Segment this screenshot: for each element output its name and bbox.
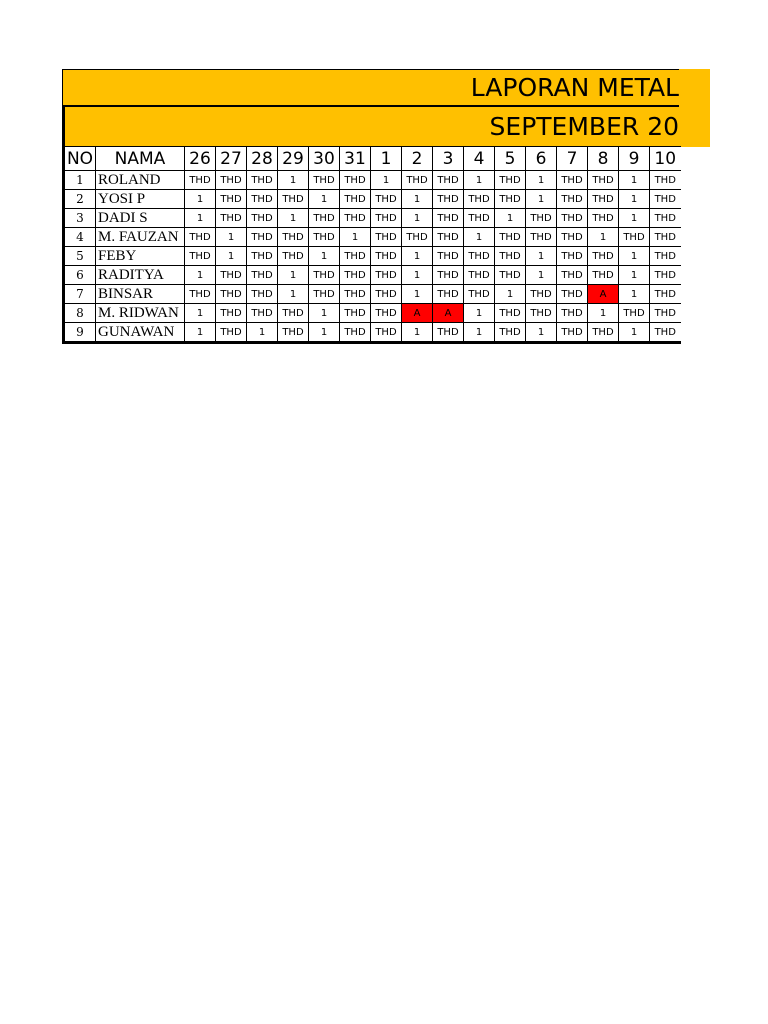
attendance-cell: THD: [371, 209, 402, 228]
table-row: [64, 304, 681, 323]
attendance-cell: 1: [619, 285, 650, 304]
attendance-cell: THD: [247, 228, 278, 247]
header-day-26: 26: [185, 147, 216, 171]
header-day-3: 3: [433, 147, 464, 171]
attendance-cell: THD: [650, 209, 681, 228]
employee-name: BINSAR: [96, 285, 185, 304]
attendance-cell: THD: [433, 209, 464, 228]
attendance-cell: THD: [340, 323, 371, 343]
employee-name: DADI S: [96, 209, 185, 228]
attendance-cell: 1: [185, 190, 216, 209]
table-row: [64, 285, 681, 304]
attendance-cell: THD: [371, 323, 402, 343]
attendance-cell: THD: [588, 209, 619, 228]
report-subtitle-row: [62, 107, 679, 146]
attendance-cell: THD: [526, 209, 557, 228]
attendance-cell: THD: [216, 323, 247, 343]
attendance-cell: THD: [588, 323, 619, 343]
attendance-cell: 1: [402, 209, 433, 228]
report-title-row: [62, 69, 679, 107]
attendance-cell: 1: [619, 247, 650, 266]
attendance-cell: THD: [557, 190, 588, 209]
attendance-cell: 1: [464, 171, 495, 190]
table-row: [64, 247, 681, 266]
attendance-cell: THD: [185, 228, 216, 247]
attendance-cell: THD: [650, 190, 681, 209]
header-day-4: 4: [464, 147, 495, 171]
attendance-cell: THD: [557, 323, 588, 343]
employee-name: M. RIDWAN: [96, 304, 185, 323]
attendance-cell: THD: [650, 304, 681, 323]
header-day-30: 30: [309, 147, 340, 171]
attendance-cell: 1: [247, 323, 278, 343]
attendance-cell: THD: [309, 171, 340, 190]
table-row: [64, 266, 681, 285]
attendance-cell: THD: [340, 209, 371, 228]
attendance-cell: THD: [247, 190, 278, 209]
attendance-cell: THD: [278, 190, 309, 209]
attendance-cell: THD: [650, 285, 681, 304]
attendance-cell: THD: [185, 171, 216, 190]
employee-name: ROLAND: [96, 171, 185, 190]
attendance-cell: THD: [371, 190, 402, 209]
attendance-cell: THD: [309, 285, 340, 304]
attendance-cell: THD: [309, 228, 340, 247]
attendance-cell: THD: [557, 304, 588, 323]
attendance-cell: THD: [433, 247, 464, 266]
attendance-cell: THD: [340, 304, 371, 323]
attendance-cell: 1: [402, 247, 433, 266]
header-day-27: 27: [216, 147, 247, 171]
attendance-cell: THD: [526, 285, 557, 304]
attendance-cell: 1: [619, 323, 650, 343]
header-day-28: 28: [247, 147, 278, 171]
attendance-cell: THD: [495, 247, 526, 266]
header-day-7: 7: [557, 147, 588, 171]
attendance-cell: THD: [464, 190, 495, 209]
attendance-cell: 1: [464, 304, 495, 323]
attendance-cell: THD: [526, 228, 557, 247]
header-day-1: 1: [371, 147, 402, 171]
attendance-cell: THD: [371, 247, 402, 266]
attendance-cell: 1: [216, 247, 247, 266]
employee-name: FEBY: [96, 247, 185, 266]
attendance-cell: THD: [340, 247, 371, 266]
attendance-cell: 1: [278, 285, 309, 304]
attendance-cell: 1: [278, 209, 309, 228]
attendance-cell: THD: [247, 247, 278, 266]
attendance-cell: THD: [278, 247, 309, 266]
attendance-cell: THD: [464, 285, 495, 304]
attendance-cell: 1: [278, 171, 309, 190]
row-number: 5: [64, 247, 96, 266]
header-day-2: 2: [402, 147, 433, 171]
attendance-cell: THD: [247, 209, 278, 228]
attendance-cell: THD: [464, 266, 495, 285]
attendance-cell: 1: [309, 304, 340, 323]
row-number: 7: [64, 285, 96, 304]
header-day-8: 8: [588, 147, 619, 171]
attendance-cell: 1: [309, 323, 340, 343]
attendance-cell: THD: [371, 304, 402, 323]
row-number: 2: [64, 190, 96, 209]
attendance-cell: THD: [278, 228, 309, 247]
row-number: 9: [64, 323, 96, 343]
attendance-cell: 1: [495, 209, 526, 228]
attendance-cell: THD: [433, 171, 464, 190]
employee-name: RADITYA: [96, 266, 185, 285]
attendance-cell: THD: [278, 304, 309, 323]
header-day-5: 5: [495, 147, 526, 171]
attendance-cell: 1: [340, 228, 371, 247]
attendance-cell: THD: [619, 228, 650, 247]
attendance-cell: 1: [278, 266, 309, 285]
attendance-cell: 1: [526, 247, 557, 266]
attendance-cell: 1: [619, 190, 650, 209]
attendance-cell: A: [588, 285, 619, 304]
attendance-cell: 1: [588, 228, 619, 247]
attendance-cell: THD: [216, 209, 247, 228]
attendance-cell: 1: [464, 323, 495, 343]
attendance-cell: 1: [495, 285, 526, 304]
report-subtitle: SEPTEMBER 20: [489, 112, 679, 141]
header-day-6: 6: [526, 147, 557, 171]
attendance-cell: THD: [371, 285, 402, 304]
attendance-cell: THD: [495, 228, 526, 247]
header-no: NO: [64, 147, 96, 171]
row-number: 8: [64, 304, 96, 323]
attendance-cell: 1: [588, 304, 619, 323]
attendance-cell: THD: [402, 228, 433, 247]
header-row: [64, 147, 681, 171]
attendance-cell: THD: [371, 266, 402, 285]
attendance-cell: 1: [185, 266, 216, 285]
table-row: [64, 171, 681, 190]
attendance-table: [62, 146, 681, 344]
table-row: [64, 323, 681, 343]
attendance-cell: 1: [526, 171, 557, 190]
employee-name: M. FAUZAN: [96, 228, 185, 247]
attendance-cell: THD: [185, 285, 216, 304]
header-day-9: 9: [619, 147, 650, 171]
attendance-cell: THD: [247, 304, 278, 323]
row-number: 1: [64, 171, 96, 190]
attendance-cell: THD: [371, 228, 402, 247]
attendance-cell: THD: [650, 171, 681, 190]
attendance-cell: THD: [216, 304, 247, 323]
attendance-cell: 1: [185, 323, 216, 343]
attendance-cell: 1: [309, 190, 340, 209]
attendance-cell: THD: [340, 285, 371, 304]
header-day-31: 31: [340, 147, 371, 171]
employee-name: GUNAWAN: [96, 323, 185, 343]
attendance-cell: 1: [619, 266, 650, 285]
attendance-cell: 1: [402, 285, 433, 304]
attendance-cell: 1: [526, 323, 557, 343]
attendance-cell: 1: [185, 304, 216, 323]
attendance-cell: THD: [464, 247, 495, 266]
header-day-10: 10: [650, 147, 681, 171]
attendance-cell: THD: [433, 228, 464, 247]
attendance-cell: THD: [557, 247, 588, 266]
attendance-cell: THD: [557, 209, 588, 228]
header-nama: NAMA: [96, 147, 185, 171]
attendance-cell: 1: [619, 209, 650, 228]
attendance-cell: THD: [619, 304, 650, 323]
attendance-cell: THD: [557, 171, 588, 190]
attendance-cell: THD: [588, 190, 619, 209]
attendance-cell: THD: [495, 323, 526, 343]
table-row: [64, 228, 681, 247]
attendance-cell: THD: [650, 323, 681, 343]
row-number: 6: [64, 266, 96, 285]
attendance-cell: THD: [650, 228, 681, 247]
employee-name: YOSI P: [96, 190, 185, 209]
attendance-cell: 1: [216, 228, 247, 247]
attendance-cell: THD: [495, 304, 526, 323]
attendance-cell: THD: [557, 266, 588, 285]
attendance-cell: 1: [371, 171, 402, 190]
attendance-cell: THD: [433, 323, 464, 343]
attendance-cell: THD: [402, 171, 433, 190]
attendance-cell: THD: [278, 323, 309, 343]
attendance-cell: THD: [247, 171, 278, 190]
attendance-cell: THD: [309, 209, 340, 228]
attendance-cell: 1: [526, 190, 557, 209]
attendance-cell: THD: [557, 228, 588, 247]
row-number: 4: [64, 228, 96, 247]
attendance-cell: THD: [433, 266, 464, 285]
attendance-cell: THD: [340, 190, 371, 209]
attendance-cell: THD: [557, 285, 588, 304]
attendance-cell: 1: [402, 266, 433, 285]
attendance-cell: THD: [340, 266, 371, 285]
table-row: [64, 209, 681, 228]
table-body: [64, 171, 681, 343]
attendance-cell: THD: [650, 266, 681, 285]
attendance-cell: 1: [402, 190, 433, 209]
attendance-cell: THD: [464, 209, 495, 228]
attendance-cell: THD: [185, 247, 216, 266]
attendance-cell: THD: [247, 266, 278, 285]
attendance-cell: 1: [185, 209, 216, 228]
attendance-cell: THD: [309, 266, 340, 285]
attendance-cell: THD: [495, 266, 526, 285]
report-title: LAPORAN METAL: [470, 73, 679, 102]
attendance-cell: THD: [588, 247, 619, 266]
attendance-cell: THD: [495, 171, 526, 190]
table-row: [64, 190, 681, 209]
attendance-cell: THD: [340, 171, 371, 190]
attendance-cell: A: [402, 304, 433, 323]
attendance-cell: THD: [433, 190, 464, 209]
attendance-cell: THD: [247, 285, 278, 304]
attendance-cell: THD: [433, 285, 464, 304]
attendance-cell: THD: [588, 266, 619, 285]
attendance-cell: 1: [464, 228, 495, 247]
attendance-cell: THD: [216, 285, 247, 304]
attendance-cell: THD: [495, 190, 526, 209]
attendance-cell: THD: [216, 190, 247, 209]
attendance-cell: A: [433, 304, 464, 323]
attendance-cell: THD: [526, 304, 557, 323]
attendance-cell: 1: [526, 266, 557, 285]
attendance-cell: THD: [216, 266, 247, 285]
attendance-cell: 1: [309, 247, 340, 266]
header-day-29: 29: [278, 147, 309, 171]
row-number: 3: [64, 209, 96, 228]
attendance-cell: 1: [402, 323, 433, 343]
attendance-cell: THD: [216, 171, 247, 190]
attendance-cell: THD: [588, 171, 619, 190]
attendance-cell: THD: [650, 247, 681, 266]
attendance-cell: 1: [619, 171, 650, 190]
